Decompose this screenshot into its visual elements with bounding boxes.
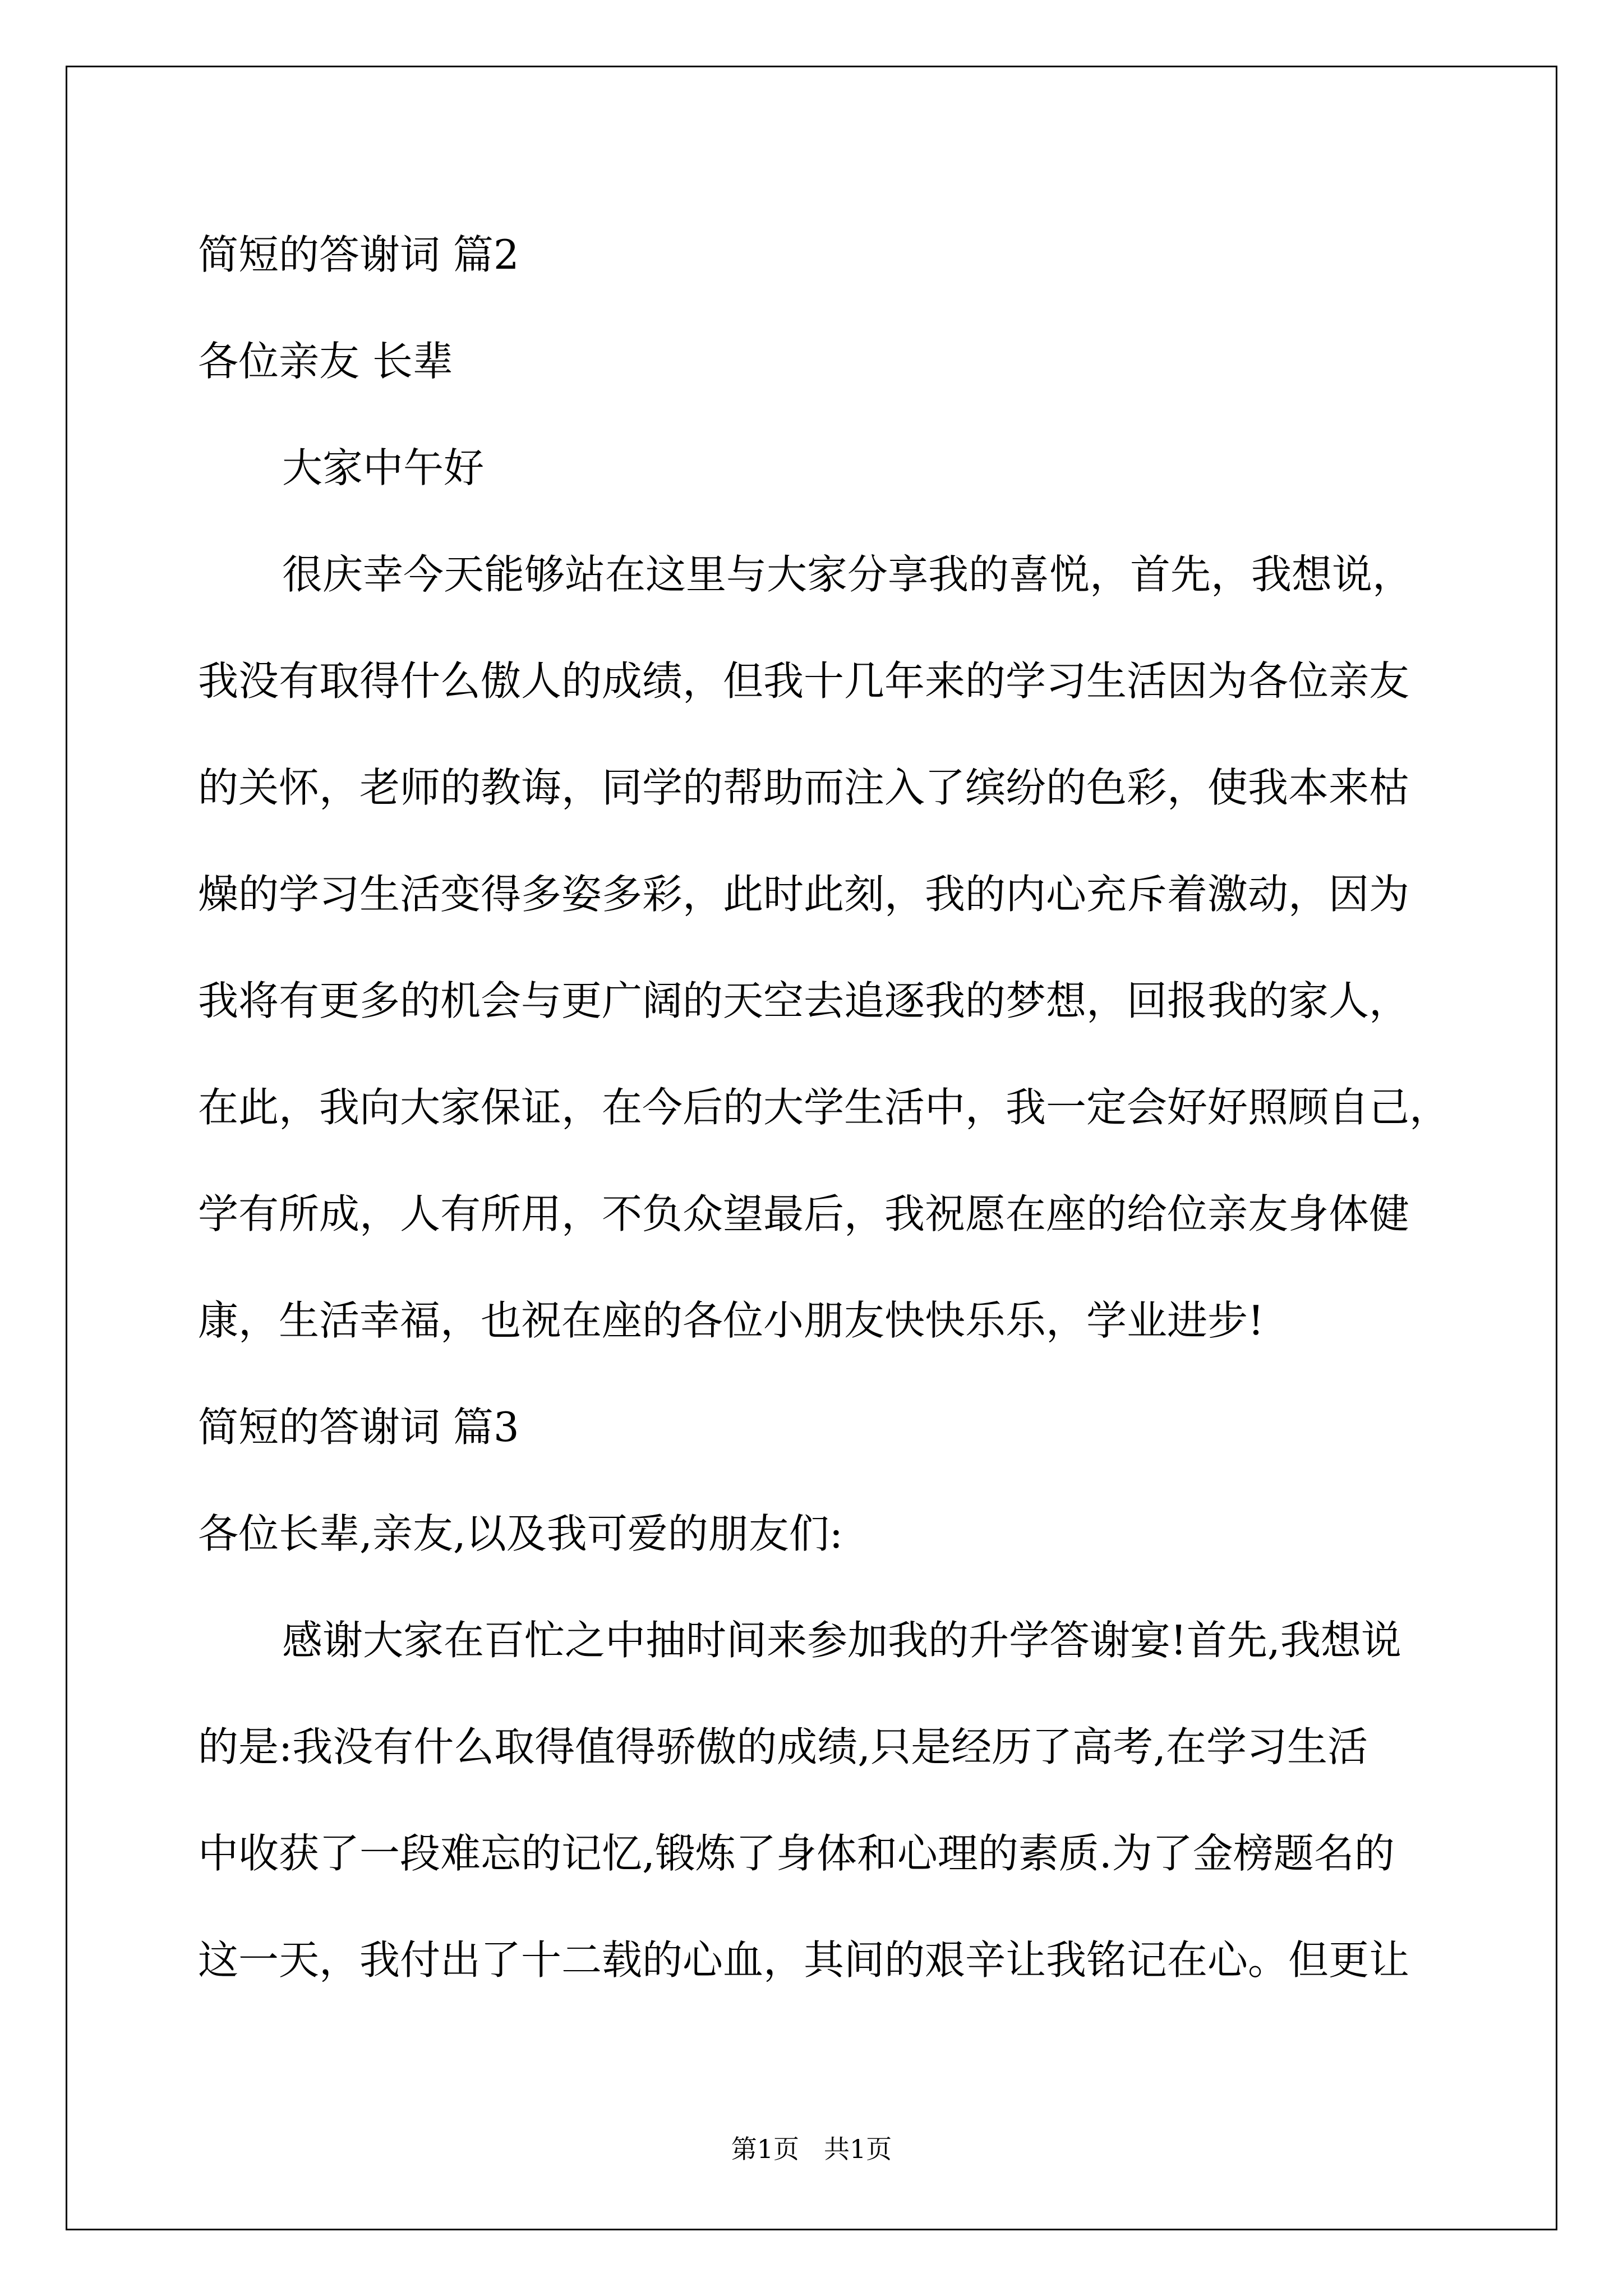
page-total: 共1页 xyxy=(823,2134,892,2164)
paragraph-line: 很庆幸今天能够站在这里与大家分享我的喜悦，首先，我想说， xyxy=(282,551,1413,598)
section-heading: 简短的答谢词 篇3 xyxy=(198,1404,519,1451)
paragraph-line: 我没有取得什么傲人的成绩，但我十几年来的学习生活因为各位亲友 xyxy=(198,657,1410,705)
paragraph-line: 中收获了一段难忘的记忆,锻炼了身体和心理的素质.为了金榜题名的 xyxy=(198,1830,1395,1877)
paragraph-line: 的关怀，老师的教诲，同学的帮助而注入了缤纷的色彩，使我本来枯 xyxy=(198,764,1410,811)
page-footer xyxy=(0,2136,1623,2162)
salutation: 各位亲友 长辈 xyxy=(198,338,453,385)
paragraph-line: 感谢大家在百忙之中抽时间来参加我的升学答谢宴!首先,我想说 xyxy=(282,1617,1401,1664)
section-heading: 简短的答谢词 篇2 xyxy=(198,231,519,278)
page-number: 第1页 xyxy=(731,2134,800,2164)
paragraph-line: 这一天，我付出了十二载的心血，其间的艰辛让我铭记在心。但更让 xyxy=(198,1936,1410,1984)
paragraph-line: 我将有更多的机会与更广阔的天空去追逐我的梦想，回报我的家人， xyxy=(198,977,1410,1024)
paragraph-line: 的是:我没有什么取得值得骄傲的成绩,只是经历了高考,在学习生活 xyxy=(198,1723,1368,1770)
salutation: 各位长辈,亲友,以及我可爱的朋友们: xyxy=(198,1510,843,1557)
paragraph-line: 康，生活幸福，也祝在座的各位小朋友快快乐乐，学业进步! xyxy=(198,1297,1264,1344)
paragraph-line: 学有所成，人有所用，不负众望最后，我祝愿在座的给位亲友身体健 xyxy=(198,1190,1410,1237)
paragraph-line: 在此，我向大家保证，在今后的大学生活中，我一定会好好照顾自己， xyxy=(198,1084,1450,1131)
paragraph-line: 燥的学习生活变得多姿多彩，此时此刻，我的内心充斥着激动，因为 xyxy=(198,871,1410,918)
page-border xyxy=(66,66,1557,2230)
greeting: 大家中午好 xyxy=(282,444,485,491)
